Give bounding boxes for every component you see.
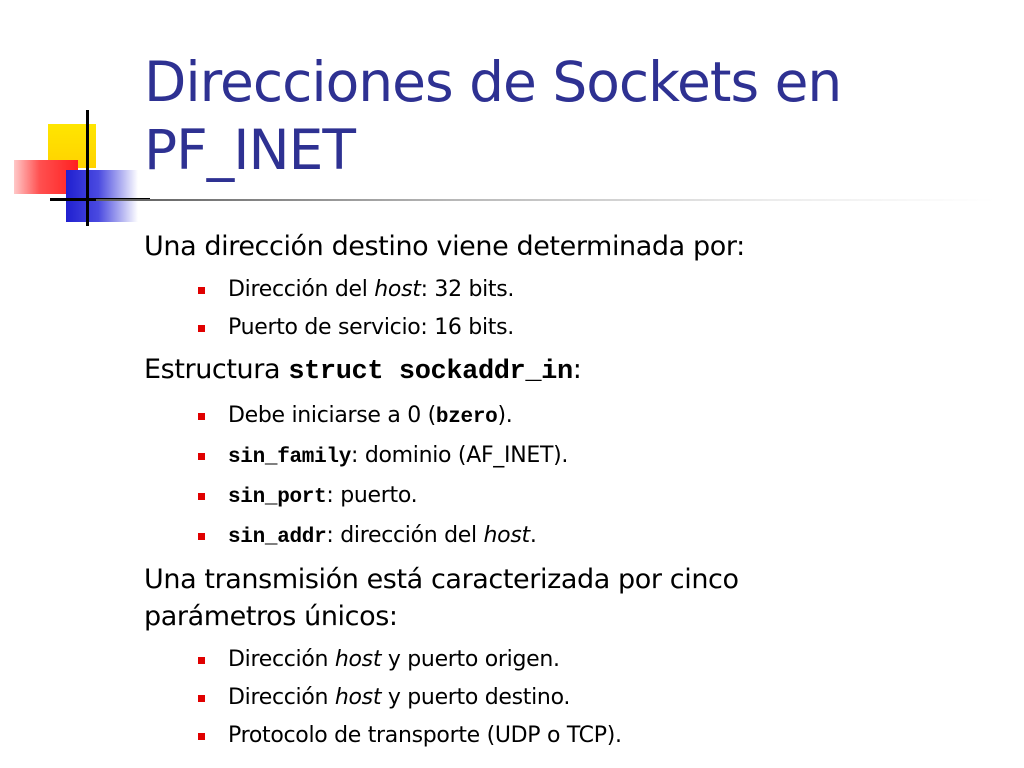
red-square-bullet-icon xyxy=(198,533,205,540)
item-text: Puerto de servicio: 16 bits. xyxy=(228,315,514,340)
item-text: . xyxy=(529,523,537,548)
blue-square xyxy=(66,170,138,222)
list-item xyxy=(144,309,1004,347)
list-item xyxy=(144,641,1004,679)
red-square-bullet-icon xyxy=(198,493,205,500)
heading-text: Estructura xyxy=(144,354,289,385)
item-text: ). xyxy=(497,403,513,428)
item-text: y puerto origen. xyxy=(381,647,560,672)
item-code: sin_addr xyxy=(228,526,327,549)
title-line-2: PF_INET xyxy=(144,118,356,182)
list-item xyxy=(144,717,1004,755)
heading-line-1: Una transmisión está caracterizada por cinco xyxy=(144,564,739,595)
item-text: : dominio (AF_INET). xyxy=(351,443,569,468)
item-italic: host xyxy=(334,685,382,710)
item-italic: host xyxy=(483,523,530,548)
red-square-bullet-icon xyxy=(198,657,205,664)
list-item xyxy=(144,679,1004,717)
section-heading-transmission xyxy=(144,561,1004,635)
struct-field-list xyxy=(144,397,1004,557)
heading-text: : xyxy=(572,354,582,385)
item-code: sin_family xyxy=(228,446,352,469)
item-text: y puerto destino. xyxy=(381,685,571,710)
section-heading-struct xyxy=(144,351,1004,391)
red-square-bullet-icon xyxy=(198,695,205,702)
section-heading-destination: Una dirección destino viene determinada por: xyxy=(144,231,745,262)
vertical-line xyxy=(86,110,89,226)
item-text: Dirección xyxy=(228,647,335,672)
list-item xyxy=(144,517,1004,557)
item-italic: host xyxy=(374,277,421,302)
list-item xyxy=(144,271,1004,309)
red-square-bullet-icon xyxy=(198,733,205,740)
list-item xyxy=(144,477,1004,517)
destination-list xyxy=(144,271,1004,347)
list-item xyxy=(144,397,1004,437)
item-text: Dirección del xyxy=(228,277,375,302)
item-code: bzero xyxy=(435,406,498,429)
item-code: sin_port xyxy=(228,486,327,509)
slide-title xyxy=(144,48,1004,184)
title-divider xyxy=(96,199,996,201)
red-square-bullet-icon xyxy=(198,453,205,460)
item-text: : 32 bits. xyxy=(420,277,515,302)
heading-code: struct sockaddr_in xyxy=(288,357,573,387)
transmission-params-list xyxy=(144,641,1004,755)
slide-content xyxy=(144,228,1004,755)
list-item xyxy=(144,437,1004,477)
item-italic: host xyxy=(334,647,382,672)
red-square-bullet-icon xyxy=(198,325,205,332)
item-text: : dirección del xyxy=(326,523,484,548)
item-text: : puerto. xyxy=(326,483,418,508)
red-square-bullet-icon xyxy=(198,413,205,420)
red-square-bullet-icon xyxy=(198,287,205,294)
item-text: Debe iniciarse a 0 ( xyxy=(228,403,436,428)
item-text: Protocolo de transporte (UDP o TCP). xyxy=(228,723,622,748)
title-line-1: Direcciones de Sockets en xyxy=(144,50,842,114)
item-text: Dirección xyxy=(228,685,335,710)
heading-line-2: parámetros únicos: xyxy=(144,601,398,632)
